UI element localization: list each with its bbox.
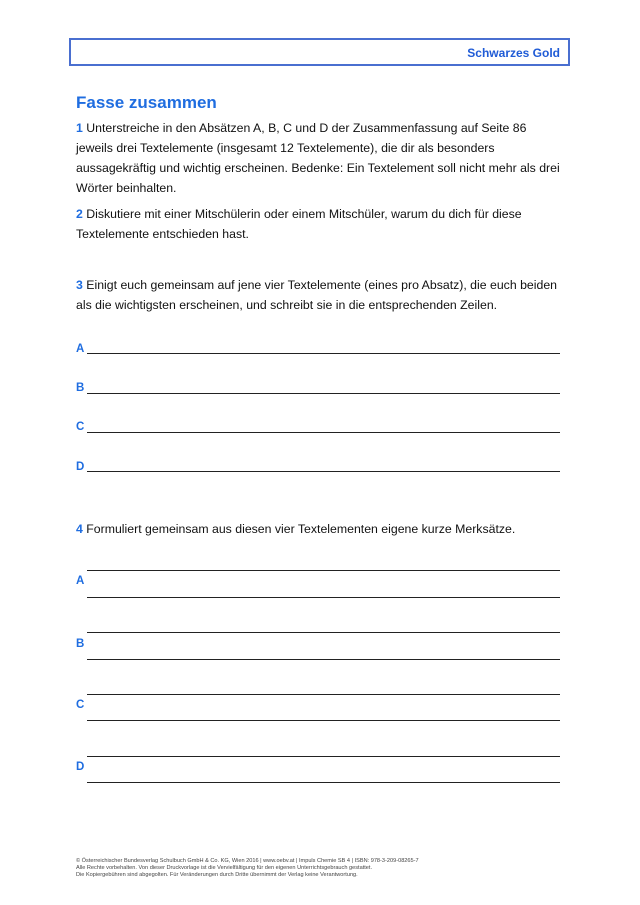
task-1-text: Unterstreiche in den Absätzen A, B, C und D der Zusammenfassung auf Seite 86 jeweils drei Textelemente (insgesamt 12 Textelemente), die dir als besonders aussagekräftig und wichtig erscheinen. Bedenke: Ein Textelement soll nicht mehr als drei Wörter beinhalten. <box>76 121 560 195</box>
task4-label-d: D <box>76 761 85 773</box>
task4-label-b: B <box>76 638 85 650</box>
task4-answer-line-b1[interactable] <box>87 632 560 633</box>
task4-label-a: A <box>76 575 85 587</box>
task-1 <box>76 118 566 198</box>
header-label: Schwarzes Gold <box>467 46 560 60</box>
task3-answer-line-c[interactable] <box>87 432 560 433</box>
task4-answer-line-d1[interactable] <box>87 756 560 757</box>
task-3-number: 3 <box>76 278 83 292</box>
task-4-number: 4 <box>76 522 83 536</box>
task-3-text: Einigt euch gemeinsam auf jene vier Textelemente (eines pro Absatz), die euch beiden als die wichtigsten erscheinen, und schreibt sie in die entsprechenden Zeilen. <box>76 278 558 312</box>
footer-rights: Alle Rechte vorbehalten. Von dieser Druckvorlage ist die Vervielfältigung für den eigenen Unterrichtsgebrauch gestattet. <box>76 865 373 872</box>
task4-answer-line-c1[interactable] <box>87 694 560 695</box>
task-2-number: 2 <box>76 207 83 221</box>
task4-label-c: C <box>76 699 85 711</box>
page-title: Fasse zusammen <box>76 93 217 112</box>
task4-answer-line-d2[interactable] <box>87 782 560 783</box>
task4-answer-line-a1[interactable] <box>87 570 560 571</box>
task3-answer-line-d[interactable] <box>87 471 560 472</box>
footer <box>76 858 596 880</box>
task-2 <box>76 204 566 244</box>
task3-label-c: C <box>76 421 85 433</box>
task3-answer-line-a[interactable] <box>87 353 560 354</box>
footer-copyright: © Österreichischer Bundesverlag Schulbuch GmbH & Co. KG, Wien 2016 | www.oebv.at | Impuls Chemie SB 4 | ISBN: 978-3-209-08265-7 <box>76 858 419 864</box>
header-box <box>69 38 570 66</box>
task-3 <box>76 275 566 315</box>
task-4 <box>76 519 566 539</box>
footer-disclaimer: Die Kopiergebühren sind abgegolten. Für Veränderungen durch Dritte übernimmt der Verlag keine Verantwortung. <box>76 872 358 879</box>
task3-answer-line-b[interactable] <box>87 393 560 394</box>
task-1-number: 1 <box>76 121 83 135</box>
task3-label-d: D <box>76 461 85 473</box>
task4-answer-line-c2[interactable] <box>87 720 560 721</box>
task4-answer-line-a2[interactable] <box>87 597 560 598</box>
task-4-text: Formuliert gemeinsam aus diesen vier Textelementen eigene kurze Merksätze. <box>86 522 516 536</box>
task3-label-b: B <box>76 382 85 394</box>
task3-label-a: A <box>76 343 85 355</box>
task-2-text: Diskutiere mit einer Mitschülerin oder einem Mitschüler, warum du dich für diese Textelemente entschieden hast. <box>76 207 522 241</box>
task4-answer-line-b2[interactable] <box>87 659 560 660</box>
